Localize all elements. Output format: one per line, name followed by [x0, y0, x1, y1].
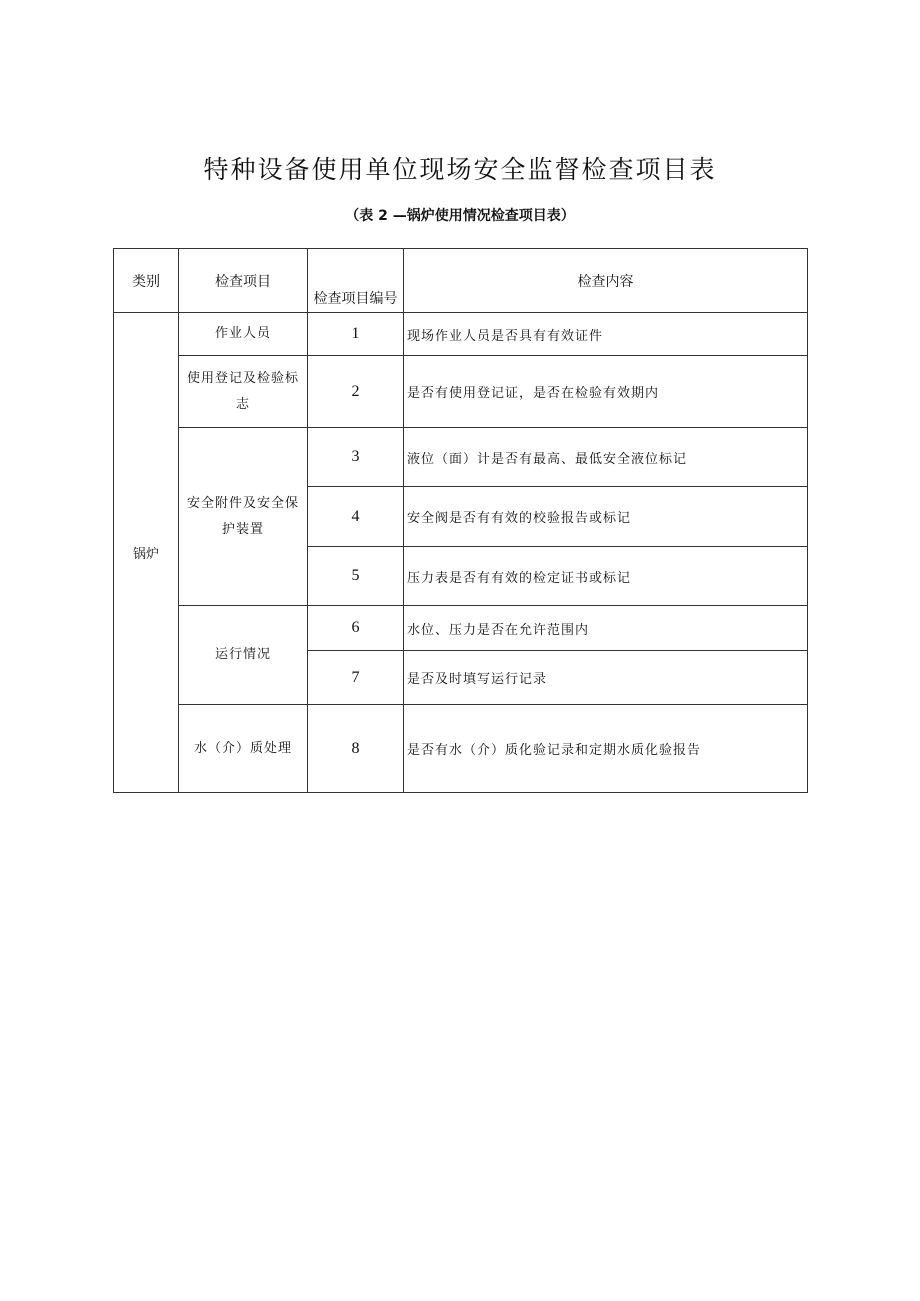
header-number: 检查项目编号	[308, 249, 404, 313]
category-cell: 锅炉	[114, 313, 179, 793]
table-row	[114, 356, 808, 428]
item-safety: 安全附件及安全保护装置	[179, 428, 308, 606]
row-number: 1	[308, 313, 404, 356]
row-content: 是否及时填写运行记录	[404, 651, 808, 705]
row-number: 5	[308, 547, 404, 606]
table-row	[114, 428, 808, 487]
table-header-row	[114, 249, 808, 313]
item-personnel: 作业人员	[179, 313, 308, 356]
item-water: 水（介）质处理	[179, 705, 308, 793]
header-item: 检查项目	[179, 249, 308, 313]
inspection-table	[113, 248, 808, 793]
row-number: 7	[308, 651, 404, 705]
row-content: 现场作业人员是否具有有效证件	[404, 313, 808, 356]
header-content: 检查内容	[404, 249, 808, 313]
row-content: 是否有使用登记证，是否在检验有效期内	[404, 356, 808, 428]
row-content: 是否有水（介）质化验记录和定期水质化验报告	[404, 705, 808, 793]
item-operation: 运行情况	[179, 606, 308, 705]
table-row	[114, 606, 808, 651]
row-number: 3	[308, 428, 404, 487]
row-number: 4	[308, 487, 404, 547]
table-row	[114, 313, 808, 356]
page-title: 特种设备使用单位现场安全监督检查项目表	[203, 155, 717, 184]
header-category: 类别	[114, 249, 179, 313]
row-number: 6	[308, 606, 404, 651]
row-content: 液位（面）计是否有最高、最低安全液位标记	[404, 428, 808, 487]
row-content: 安全阀是否有有效的校验报告或标记	[404, 487, 808, 547]
row-number: 2	[308, 356, 404, 428]
row-number: 8	[308, 705, 404, 793]
row-content: 压力表是否有有效的检定证书或标记	[404, 547, 808, 606]
row-content: 水位、压力是否在允许范围内	[404, 606, 808, 651]
table-row	[114, 705, 808, 793]
table-subtitle: （表 2 —锅炉使用情况检查项目表）	[345, 208, 575, 224]
item-registration: 使用登记及检验标志	[179, 356, 308, 428]
